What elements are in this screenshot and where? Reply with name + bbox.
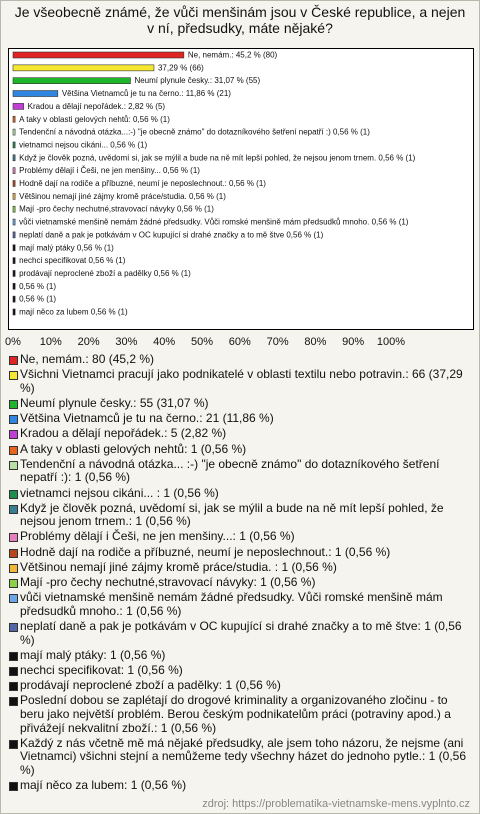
legend-label: Poslední dobou se zaplétají do drogové kriminality a organizovaného zločinu - to beru jako největší problém. Berou českým podnikatelům práci (potraviny apod.) a přivážejí nekvalitní zboží.: 1 (0,56 %) bbox=[20, 693, 451, 735]
legend-label: A taky v oblasti gelových nehtů: 1 (0,56 %) bbox=[20, 441, 247, 456]
legend-label: Většina Vietnamců je tu na černo.: 21 (11,86 %) bbox=[20, 411, 274, 426]
legend-label: Hodně dají na rodiče a příbuzné, neumí je neposlechnout.: 1 (0,56 %) bbox=[20, 544, 391, 559]
legend-label: vůči vietnamské menšině nemám žádné předsudky. Vůči romské menšině mám předsudků mnoho.: 1 (0,56 %) bbox=[20, 590, 443, 618]
x-tick-label: 20% bbox=[77, 336, 100, 348]
legend-swatch bbox=[9, 505, 18, 514]
legend-item-10 bbox=[8, 546, 474, 560]
bar-9 bbox=[13, 168, 15, 174]
legend-swatch bbox=[9, 400, 18, 409]
bar-label-0: Ne, nemám.: 45,2 % (80) bbox=[187, 50, 278, 60]
x-tick-label: 50% bbox=[190, 336, 214, 348]
legend-swatch bbox=[9, 623, 18, 632]
bar-7 bbox=[13, 142, 15, 148]
legend-swatch bbox=[9, 430, 18, 439]
legend-item-7 bbox=[8, 487, 474, 501]
legend-item-8 bbox=[8, 502, 474, 529]
legend-item-11 bbox=[8, 561, 474, 575]
legend-swatch bbox=[9, 549, 18, 558]
bar-label-20: mají něco za lubem 0,56 % (1) bbox=[19, 307, 128, 317]
legend bbox=[8, 353, 474, 794]
bar-17 bbox=[13, 270, 15, 276]
legend-item-1 bbox=[8, 368, 474, 395]
legend-item-4 bbox=[8, 427, 474, 441]
legend-label: Všichni Vietnamci pracují jako podnikatelé v oblasti textilu nebo potravin.: 66 (37,29 %) bbox=[20, 367, 463, 395]
legend-label: Většinou nemají jiné zájmy kromě práce/studia. : 1 (0,56 %) bbox=[20, 559, 337, 574]
legend-item-19 bbox=[8, 737, 474, 778]
bar-label-6: Tendenční a návodná otázka...:-) "je obecně známo" do dotazníkového šetření nepatří :) 0,56 % (1) bbox=[19, 127, 370, 137]
bar-label-7: vietnamci nejsou cikáni... 0,56 % (1) bbox=[19, 140, 148, 150]
bar-label-17: prodávají neproclené zboží a padělky 0,56 % (1) bbox=[19, 268, 191, 278]
legend-swatch bbox=[9, 490, 18, 499]
legend-label: mají něco za lubem: 1 (0,56 %) bbox=[20, 778, 187, 793]
legend-label: Každý z nás včetně mě má nějaké předsudky, ale jsem toho názoru, že nejsme (ani Vietnamci) všichni stejní a nemůžeme tedy všechny házet do jednoho pytle.: 1 (0,56 %) bbox=[20, 735, 467, 777]
legend-label: nechci specifikovat: 1 (0,56 %) bbox=[20, 662, 183, 677]
bar-19 bbox=[13, 296, 15, 302]
bar-11 bbox=[13, 193, 15, 199]
legend-label: Tendenční a návodná otázka... :-) "je obecně známo" do dotazníkového šetření nepatří :): 1 (0,56 %) bbox=[20, 456, 440, 485]
legend-item-12 bbox=[8, 576, 474, 590]
legend-swatch bbox=[9, 564, 18, 573]
bar-0 bbox=[13, 52, 184, 58]
bar-label-3: Většina Vietnamců je tu na černo.: 11,86 % (21) bbox=[61, 89, 231, 99]
bar-label-19: 0,56 % (1) bbox=[19, 294, 57, 304]
chart-title: Je všeobecně známé, že vůči menšinám jsou v České republice, a nejen v ní, předsudky, máte nějaké? bbox=[14, 4, 466, 36]
bar-4 bbox=[13, 103, 24, 109]
bar-10 bbox=[13, 181, 15, 187]
legend-label: vietnamci nejsou cikáni... : 1 (0,56 %) bbox=[20, 485, 219, 500]
legend-swatch bbox=[9, 371, 18, 380]
x-tick-label: 0% bbox=[5, 336, 21, 348]
x-tick-label: 90% bbox=[342, 336, 365, 348]
legend-swatch bbox=[9, 697, 18, 706]
bar-15 bbox=[13, 245, 15, 251]
bar-2 bbox=[13, 78, 130, 84]
bar-label-13: vůči vietnamské menšině nemám žádné předsudky. Vůči romské menšině mám předsudků mnoho. 0,56 % (1) bbox=[19, 217, 409, 227]
legend-label: Ne, nemám.: 80 (45,2 %) bbox=[20, 352, 155, 366]
legend-label: Neumí plynule česky.: 55 (31,07 %) bbox=[20, 395, 209, 410]
legend-swatch bbox=[9, 667, 18, 676]
bar-5 bbox=[13, 116, 15, 122]
legend-item-15 bbox=[8, 649, 474, 663]
legend-swatch bbox=[9, 446, 18, 455]
bar-6 bbox=[13, 129, 15, 135]
bar-16 bbox=[13, 258, 15, 264]
legend-label: Problémy dělají i Češi, ne jen menšiny...: 1 (0,56 %) bbox=[20, 529, 295, 544]
bar-label-2: Neumí plynule česky.: 31,07 % (55) bbox=[134, 76, 261, 86]
bar-1 bbox=[13, 65, 154, 71]
legend-item-13 bbox=[8, 591, 474, 618]
legend-label: Kradou a dělají nepořádek.: 5 (2,82 %) bbox=[20, 426, 227, 441]
bar-label-16: nechci specifikovat 0,56 % (1) bbox=[19, 256, 126, 266]
legend-label: Když je člověk pozná, uvědomí si, jak se mýlil a bude na ně mít lepší pohled, že nejsou jenom trnem.: 1 (0,56 %) bbox=[20, 500, 444, 529]
bar-label-14: neplatí daně a pak je potkávám v OC kupující si drahé značky a to mě štve 0,56 % (1) bbox=[19, 230, 324, 240]
bar-20 bbox=[13, 309, 15, 315]
bar-label-15: mají malý ptáky 0,56 % (1) bbox=[19, 243, 114, 253]
x-tick-label: 80% bbox=[304, 336, 327, 348]
x-tick-label: 70% bbox=[266, 336, 289, 348]
legend-swatch bbox=[9, 415, 18, 424]
x-tick-label: 10% bbox=[39, 336, 62, 348]
legend-item-17 bbox=[8, 679, 474, 693]
legend-item-16 bbox=[8, 664, 474, 678]
legend-swatch bbox=[9, 782, 18, 791]
bar-18 bbox=[13, 283, 15, 289]
legend-item-0 bbox=[8, 353, 474, 367]
bar-label-1: 37,29 % (66) bbox=[157, 63, 204, 73]
legend-item-18 bbox=[8, 694, 474, 735]
legend-swatch bbox=[9, 579, 18, 588]
legend-swatch bbox=[9, 740, 18, 749]
legend-swatch bbox=[9, 461, 18, 470]
bar-label-8: Když je člověk pozná, uvědomí si, jak se mýlil a bude na ně mít lepší pohled, že nejsou jenom trnem. 0,56 % (1) bbox=[19, 153, 416, 163]
legend-swatch bbox=[9, 682, 18, 691]
bar-label-18: 0,56 % (1) bbox=[19, 281, 57, 291]
legend-item-14 bbox=[8, 620, 474, 647]
source-credit: zdroj: https://problematika-vietnamske-mens.vyplnto.cz bbox=[202, 798, 470, 810]
x-tick-label: 60% bbox=[228, 336, 251, 348]
bar-label-12: Mají -pro čechy nechutné,stravovací návyky 0,56 % (1) bbox=[19, 204, 214, 214]
bar-label-11: Většinou nemají jiné zájmy kromě práce/studia. 0,56 % (1) bbox=[19, 191, 226, 201]
legend-item-2 bbox=[8, 397, 474, 411]
legend-item-9 bbox=[8, 530, 474, 544]
bar-label-5: A taky v oblasti gelových nehtů: 0,56 % (1) bbox=[19, 114, 170, 124]
legend-swatch bbox=[9, 356, 18, 365]
legend-label: mají malý ptáky: 1 (0,56 %) bbox=[20, 647, 166, 662]
bar-3 bbox=[13, 91, 58, 97]
bar-chart bbox=[0, 0, 480, 350]
x-tick-label: 100% bbox=[376, 336, 406, 348]
bar-12 bbox=[13, 206, 15, 212]
legend-item-6 bbox=[8, 458, 474, 485]
x-tick-label: 30% bbox=[115, 336, 138, 348]
bar-14 bbox=[13, 232, 15, 238]
legend-item-20 bbox=[8, 779, 474, 793]
bar-13 bbox=[13, 219, 15, 225]
legend-item-5 bbox=[8, 443, 474, 457]
legend-swatch bbox=[9, 533, 18, 542]
bar-label-9: Problémy dělají i Češi, ne jen menšiny... 0,56 % (1) bbox=[19, 166, 200, 176]
legend-item-3 bbox=[8, 412, 474, 426]
legend-label: Mají -pro čechy nechutné,stravovací návyky: 1 (0,56 %) bbox=[20, 575, 316, 590]
bar-label-4: Kradou a dělají nepořádek.: 2,82 % (5) bbox=[27, 101, 166, 111]
x-tick-label: 40% bbox=[153, 336, 176, 348]
legend-swatch bbox=[9, 652, 18, 661]
bar-8 bbox=[13, 155, 15, 161]
legend-label: prodávají neproclené zboží a padělky: 1 (0,56 %) bbox=[20, 678, 281, 693]
legend-label: neplatí daně a pak je potkávám v OC kupující si drahé značky a to mě štve: 1 (0,56 %) bbox=[20, 619, 462, 647]
bar-label-10: Hodně dají na rodiče a příbuzné, neumí je neposlechnout.: 0,56 % (1) bbox=[19, 179, 266, 188]
legend-swatch bbox=[9, 594, 18, 603]
